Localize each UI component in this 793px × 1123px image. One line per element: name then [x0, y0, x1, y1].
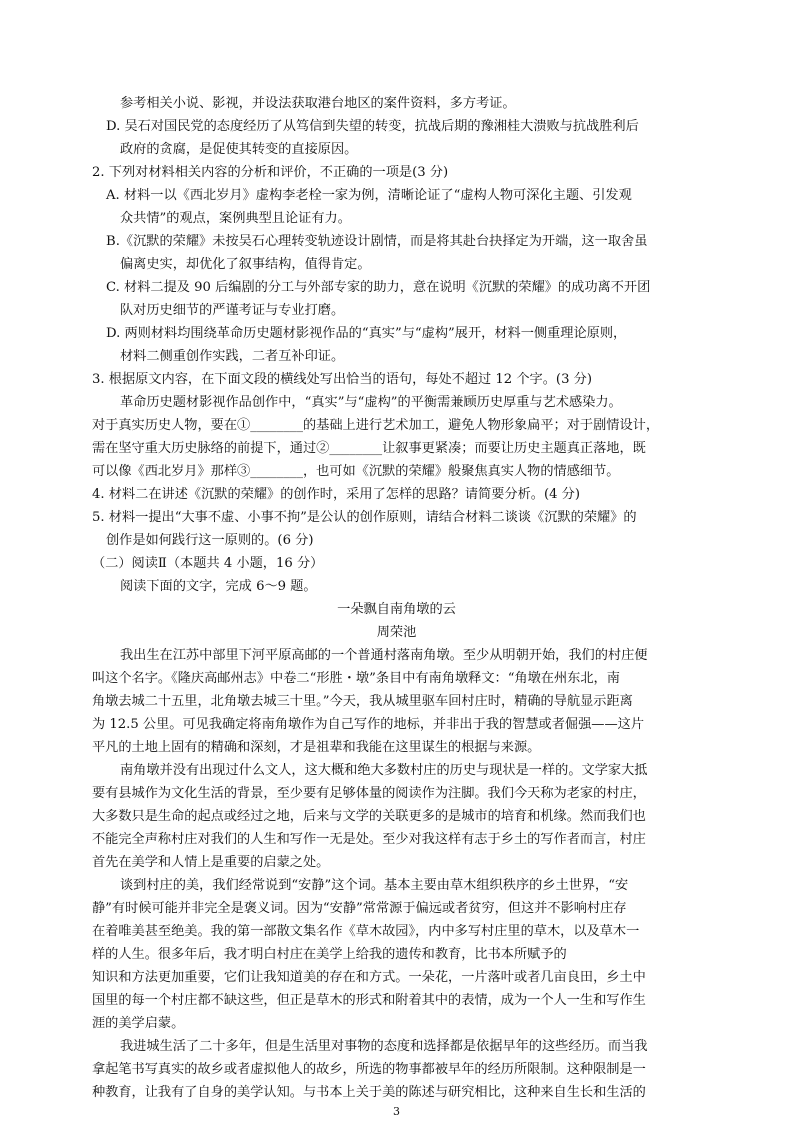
page-number: 3: [393, 1105, 400, 1118]
text-line: 创作是如何践行这一原则的。(6 分): [106, 533, 314, 548]
article-author: 周荣池: [376, 625, 417, 640]
option-line: A. 材料一以《西北岁月》虚构李老栓一家为例，清晰论证了“虚构人物可深化主题、引发观: [106, 188, 632, 203]
text-line: 革命历史题材影视作品创作中，“真实”与“虚构”的平衡需兼顾历史厚重与艺术感染力。: [120, 395, 622, 410]
question-line: 2. 下列对材料相关内容的分析和评价，不正确的一项是(3 分): [92, 165, 449, 180]
paragraph-line: 首先在美学和人情上是重要的启蒙之处。: [92, 855, 330, 870]
option-line: B.《沉默的荣耀》未按吴石心理转变轨迹设计剧情，而是将其赴台抉择定为开端，这一取舍虽: [106, 234, 648, 249]
text-line: 队对历史细节的严谨考证与专业打磨。: [120, 303, 345, 318]
text-line: 政府的贪腐，是促使其转变的直接原因。: [120, 142, 358, 157]
paragraph-line: 知识和方法更加重要，它们让我知道美的存在和方式。一朵花，一片落叶或者几亩良田，乡土中: [92, 970, 646, 985]
text-line: 材料二侧重创作实践，二者互补印证。: [120, 349, 345, 364]
text-line: 需在坚守重大历史脉络的前提下，通过②________让叙事更紧凑；而要让历史主题真正落地，既: [92, 441, 646, 456]
paragraph-line: 涯的美学启蒙。: [92, 1016, 185, 1031]
paragraph-line: 平凡的土地上固有的精确和深刻，才是祖辈和我能在这里谋生的根据与来源。: [92, 740, 541, 755]
paragraph-line: 静”有时候可能并非完全是褒义词。因为“安静”常常源于偏远或者贫穷，但这并不影响村庄存: [92, 901, 627, 916]
question-line: 3. 根据原文内容，在下面文段的横线处写出恰当的语句，每处不超过 12 个字。(3 分): [92, 372, 592, 387]
option-line: D. 两则材料均围绕革命历史题材影视作品的“真实”与“虚构”展开，材料一侧重理论原则，: [106, 326, 627, 341]
paragraph-line: 角墩去城二十五里，北角墩去城三十里。”今天，我从城里驱车回村庄时，精确的导航显示距离: [92, 694, 633, 709]
paragraph-line: 样的人生。很多年后，我才明白村庄在美学上给我的遗传和教育，比书本所赋予的: [92, 947, 567, 962]
text-line: 对于真实历史人物，要在①________的基础上进行艺术加工，避免人物形象扁平；对于剧情设计，: [92, 418, 660, 433]
text-line: 可以像《西北岁月》那样③________，也可如《沉默的荣耀》般聚焦真实人物的情感细节。: [92, 464, 620, 479]
paragraph-line: 国里的每一个村庄都不缺这些，但正是草木的形式和附着其中的表情，成为一个人一生和写作生: [92, 993, 646, 1008]
article-title: 一朵飘自南角墩的云: [337, 602, 456, 617]
option-line: C. 材料二提及 90 后编剧的分工与外部专家的助力，意在说明《沉默的荣耀》的成功离不开团: [106, 280, 651, 295]
text-line: 众共情”的观点，案例典型且论证有力。: [120, 211, 351, 226]
paragraph-line: 大多数只是生命的起点或经过之地，后来与文学的关联更多的是城市的培育和机缘。然而我们也: [92, 809, 646, 824]
text-line: 参考相关小说、影视，并设法获取港台地区的案件资料，多方考证。: [120, 96, 516, 111]
question-line: 4. 材料二在讲述《沉默的荣耀》的创作时，采用了怎样的思路？请简要分析。(4 分): [92, 487, 581, 502]
paragraph-line: 为 12.5 公里。可见我确定将南角墩作为自己写作的地标，并非出于我的智慧或者倔强——这片: [92, 717, 645, 732]
paragraph-line: 拿起笔书写真实的故乡或者虚拟他人的故乡，所选的物事都被早年的经历所限制。这种限制是一: [92, 1062, 646, 1077]
paragraph-line: 南角墩并没有出现过什么文人，这大概和绝大多数村庄的历史与现状是一样的。文学家大抵: [120, 763, 648, 778]
text-line: 偏离史实，却优化了叙事结构，值得肯定。: [120, 257, 371, 272]
section-heading: （二）阅读Ⅱ（本题共 4 小题，16 分）: [92, 556, 324, 571]
instruction-line: 阅读下面的文字，完成 6～9 题。: [120, 579, 317, 594]
paragraph-line: 在着唯美甚至绝美。我的第一部散文集名作《草木故园》，内中多写村庄里的草木，以及草木一: [92, 924, 640, 939]
option-line: D. 吴石对国民党的态度经历了从笃信到失望的转变，抗战后期的豫湘桂大溃败与抗战胜利后: [106, 119, 639, 134]
question-line: 5. 材料一提出“大事不虚、小事不拘”是公认的创作原则，请结合材料二谈谈《沉默的荣耀》的: [92, 510, 637, 525]
paragraph-line: 我进城生活了二十多年，但是生活里对事物的态度和选择都是依据早年的这些经历。而当我: [120, 1039, 648, 1054]
paragraph-line: 不能完全声称村庄对我们的人生和写作一无是处。至少对我这样有志于乡土的写作者而言，村庄: [92, 832, 646, 847]
paragraph-line: 我出生在江苏中部里下河平原高邮的一个普通村落南角墩。至少从明朝开始，我们的村庄便: [120, 648, 648, 663]
paragraph-line: 种教育，让我有了自身的美学认知。与书本上关于美的陈述与研究相比，这种来自生长和生活的: [92, 1085, 646, 1100]
paragraph-line: 要有县城作为文化生活的背景，至少要有足够体量的阅读作为注脚。我们今天称为老家的村庄，: [92, 786, 646, 801]
paragraph-line: 叫这个名字。《隆庆高邮州志》中卷二“形胜・墩”条目中有南角墩释文：“角墩在州东北，南: [92, 671, 620, 686]
paragraph-line: 谈到村庄的美，我们经常说到“安静”这个词。基本主要由草木组织秩序的乡土世界，“安: [120, 878, 629, 893]
